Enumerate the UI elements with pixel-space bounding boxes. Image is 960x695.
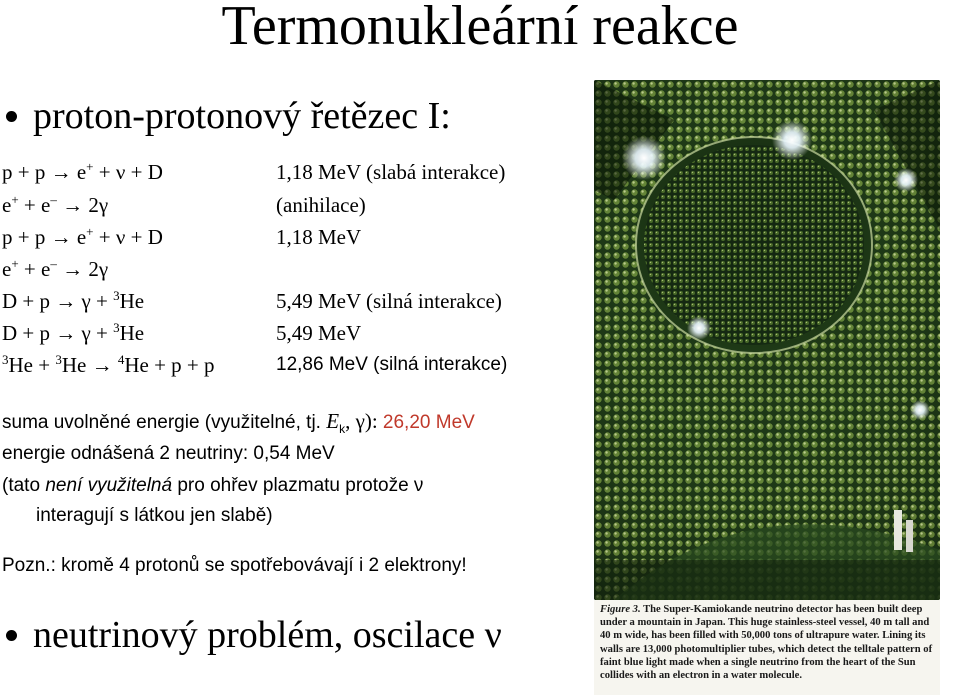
energy-1: 1,18 MeV (slabá interakce) xyxy=(276,160,506,184)
reaction-lhs: e xyxy=(2,257,12,281)
reaction-rhs: e xyxy=(71,225,87,249)
figure-label: Figure 3. xyxy=(600,604,641,615)
reaction-row-5 xyxy=(2,285,144,317)
summary-line-3-b: pro ohřev plazmatu protože ν xyxy=(172,475,424,496)
reaction-sup: + xyxy=(86,224,94,239)
right-arrow-icon: → xyxy=(55,289,77,313)
reaction-rhs: γ + xyxy=(76,289,114,313)
energy-5: 5,49 MeV (silná interakce) xyxy=(276,289,502,313)
super-kamiokande-photo xyxy=(594,80,940,600)
reaction-row-3 xyxy=(2,221,163,253)
reaction-row-2 xyxy=(2,189,108,221)
reaction-lhs: + e xyxy=(18,193,51,217)
reaction-lhs: p + p xyxy=(2,225,51,249)
reaction-lhs: + e xyxy=(18,257,51,281)
energy-subscript: k xyxy=(339,421,346,436)
reaction-sup: 3 xyxy=(2,352,9,367)
reaction-rhs: e xyxy=(71,160,87,184)
reaction-rhs2: + ν + D xyxy=(93,225,163,249)
detector-illustration xyxy=(594,80,940,600)
summary-prefix: suma uvolněné energie (využitelné, tj. xyxy=(2,412,327,433)
energy-2: (anihilace) xyxy=(276,193,366,217)
energy-3: 1,18 MeV xyxy=(276,225,362,249)
reaction-lhs: He xyxy=(61,353,92,377)
reaction-row-7 xyxy=(2,349,215,381)
bullet-neutrino-problem xyxy=(6,613,502,657)
bullet-dot-icon xyxy=(6,111,17,122)
figure-caption-text: The Super-Kamiokande neutrino detector has been built deep under a mountain in Japan. This huge stainless-steel vessel, 40 m tall and 40 m wide, has been filled with 50,000 tons of ultrapure water. Lining its walls are 13,000 photomultiplier tubes, which detect the telltale pattern of faint blue light made when a single neutrino from the heart of the Sun collides with an electron in a water molecule. xyxy=(600,604,933,682)
reaction-rhs2: + ν + D xyxy=(93,160,163,184)
reaction-sup: + xyxy=(86,159,94,174)
reaction-lhs: e xyxy=(2,193,12,217)
reaction-rhs2: He xyxy=(119,321,145,345)
reaction-rhs2: He xyxy=(119,289,145,313)
summary-line-3-a: (tato xyxy=(2,475,46,496)
energy-6: 5,49 MeV xyxy=(276,321,362,345)
reaction-sup: 3 xyxy=(55,352,62,367)
reaction-lhs: p + p xyxy=(2,160,51,184)
reaction-sup: 3 xyxy=(113,320,120,335)
right-arrow-icon: → xyxy=(50,160,72,184)
reaction-lhs: He + xyxy=(8,353,56,377)
reaction-sup: + xyxy=(11,256,19,271)
right-arrow-icon: → xyxy=(91,353,113,377)
reaction-lhs: D + p xyxy=(2,289,56,313)
reaction-rhs: γ + xyxy=(76,321,114,345)
slide-title: Termonukleární reakce xyxy=(221,0,739,57)
right-arrow-icon: → xyxy=(55,321,77,345)
bullet-neutrino-text: neutrinový problém, oscilace ν xyxy=(33,614,502,656)
reaction-rhs2: He + p + p xyxy=(124,353,215,377)
note-line: Pozn.: kromě 4 protonů se spotřebovávají i 2 elektrony! xyxy=(2,555,467,576)
right-arrow-icon: → xyxy=(62,193,84,217)
reaction-rhs: 2γ xyxy=(83,193,109,217)
bullet-dot-icon xyxy=(6,630,17,641)
right-arrow-icon: → xyxy=(50,225,72,249)
bullet-pp-chain-text: proton-protonový řetězec I: xyxy=(33,95,451,137)
reaction-row-6 xyxy=(2,317,144,349)
energy-symbol: E xyxy=(326,409,340,433)
summary-line-3 xyxy=(2,470,423,501)
reaction-sup: 4 xyxy=(117,352,125,367)
figure-caption-box xyxy=(594,600,940,695)
energy-7: 12,86 MeV (silná interakce) xyxy=(276,354,508,375)
reaction-row-1 xyxy=(2,156,163,188)
figure-caption xyxy=(594,600,940,682)
reaction-lhs: D + p xyxy=(2,321,56,345)
reaction-sup: + xyxy=(11,192,19,207)
summary-line-4: interagují s látkou jen slabě) xyxy=(36,505,273,526)
reaction-row-4 xyxy=(2,253,108,285)
reaction-sup: – xyxy=(50,192,57,207)
summary-mid: , γ): xyxy=(345,409,383,433)
reaction-sup: 3 xyxy=(113,288,120,303)
summary-line-2: energie odnášená 2 neutriny: 0,54 MeV xyxy=(2,443,335,464)
reaction-rhs: 2γ xyxy=(83,257,109,281)
reaction-sup: – xyxy=(50,256,57,271)
bullet-pp-chain xyxy=(6,94,451,138)
total-energy-value: 26,20 MeV xyxy=(382,412,475,433)
right-arrow-icon: → xyxy=(62,257,84,281)
summary-emphasis: není využitelná xyxy=(45,475,173,496)
